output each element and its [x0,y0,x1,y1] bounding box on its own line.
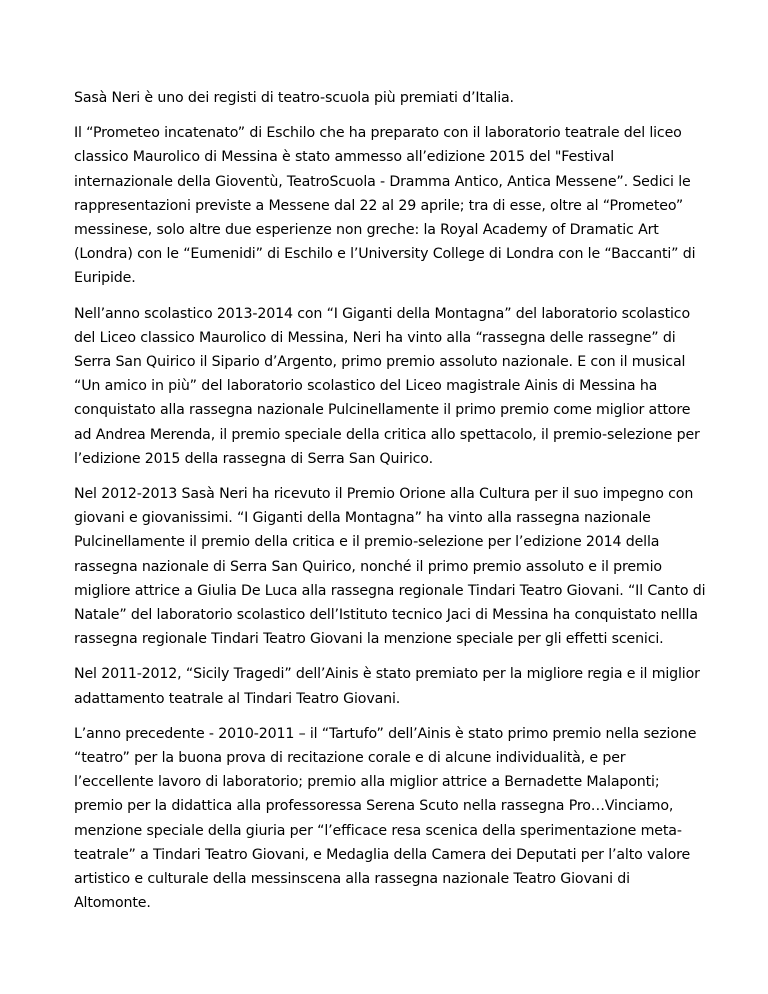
paragraph-2010-2011: L’anno precedente - 2010-2011 – il “Tartufo” dell’Ainis è stato primo premio nella sezione “teatro” per la buona prova di recitazione corale e di alcune individualità, e per l’eccellente lavoro di laboratorio; premio alla miglior attrice a Bernadette Malaponti; premio per la didattica alla professoressa Serena Scuto nella rassegna Pro…Vinciamo, menzione speciale della giuria per “l’efficace resa scenica della sperimentazione meta-teatrale” a Tindari Teatro Giovani, e Medaglia della Camera dei Deputati per l’alto valore artistico e culturale della messinscena alla rassegna nazionale Teatro Giovani di Altomonte. [74,725,697,912]
paragraph-2012-2013: Nel 2012-2013 Sasà Neri ha ricevuto il Premio Orione alla Cultura per il suo impegno con giovani e giovanissimi. “I Giganti della Montagna” ha vinto alla rassegna nazionale Pulcinellamente il premio della critica e il premio-selezione per l’edizione 2014 della rassegna nazionale di Serra San Quirico, nonché il primo premio assoluto e il premio migliore attrice a Giulia De Luca alla rassegna regionale Tindari Teatro Giovani. “Il Canto di Natale” del laboratorio scolastico dell’Istituto tecnico Jaci di Messina ha conquistato nellla rassegna regionale Tindari Teatro Giovani la menzione speciale per gli effetti scenici. [74,486,706,648]
paragraph-2011-2012: Nel 2011-2012, “Sicily Tragedi” dell’Ainis è stato premiato per la migliore regia e il miglior adattamento teatrale al Tindari Teatro Giovani. [74,666,700,707]
document-page [74,86,706,927]
paragraph-2013-2014: Nell’anno scolastico 2013-2014 con “I Giganti della Montagna” del laboratorio scolastico del Liceo classico Maurolico di Messina, Neri ha vinto alla “rassegna delle rassegne” di Serra San Quirico il Sipario d’Argento, primo premio assoluto nazionale. E con il musical “Un amico in più” del laboratorio scolastico del Liceo magistrale Ainis di Messina ha conquistato alla rassegna nazionale Pulcinellamente il primo premio come miglior attore ad Andrea Merenda, il premio speciale della critica allo spettacolo, il premio-selezione per l’edizione 2015 della rassegna di Serra San Quirico. [74,305,700,467]
paragraph-intro: Sasà Neri è uno dei registi di teatro-scuola più premiati d’Italia. [74,90,514,106]
paragraph-prometeo: Il “Prometeo incatenato” di Eschilo che ha preparato con il laboratorio teatrale del liceo classico Maurolico di Messina è stato ammesso all’edizione 2015 del "Festival internazionale della Gioventù, TeatroScuola - Dramma Antico, Antica Messene”. Sedici le rappresentazioni previste a Messene dal 22 al 29 aprile; tra di esse, oltre al “Prometeo” messinese, solo altre due esperienze non greche: la Royal Academy of Dramatic Art (Londra) con le “Eumenidi” di Eschilo e l’University College di Londra con le “Baccanti” di Euripide. [74,125,696,287]
